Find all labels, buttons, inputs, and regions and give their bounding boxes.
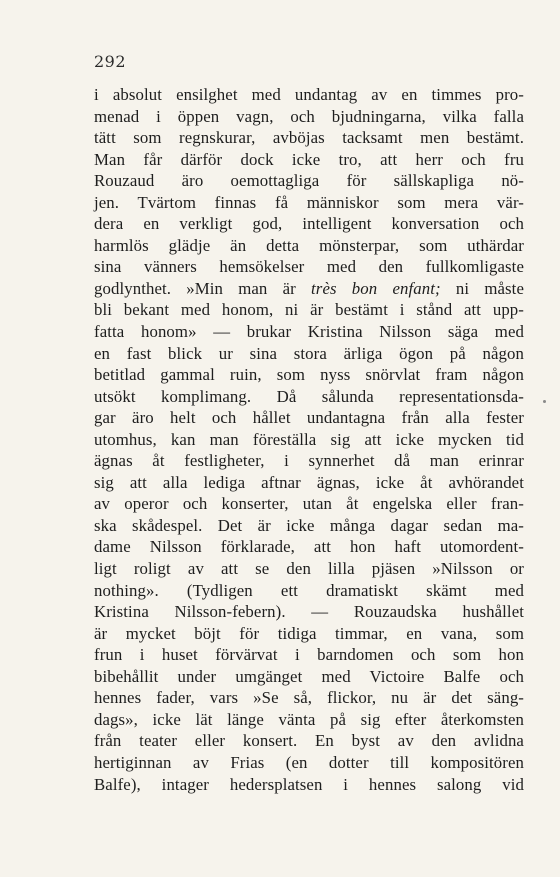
text-line: en fast blick ur sina stora ärliga ögon på någon: [94, 343, 524, 363]
text-line: i absolut ensilghet med undantag av en timmes pro-: [94, 85, 524, 104]
text-line: gar äro helt och hållet undantagna från alla fester: [94, 408, 524, 428]
text-line: av operor och konserter, utan åt engelska eller fran-: [94, 494, 524, 514]
body-text: [94, 84, 524, 795]
text-line: betitlad gammal ruin, som nyss snörvlat fram någon: [94, 365, 524, 385]
text-line: är mycket böjt för tidiga timmar, en vana, som: [94, 623, 524, 643]
text-line: fatta honom» — brukar Kristina Nilsson säga med: [94, 322, 524, 342]
text-line: frun i huset förvärvat i barndomen och som hon: [94, 645, 524, 665]
margin-mark: [543, 400, 546, 403]
text-line: bibehållit under umgänget med Victoire Balfe och: [94, 666, 524, 686]
text-line: utsökt komplimang. Då sålunda representationsda-: [94, 386, 524, 406]
text-line: ligt roligt av att se den lilla pjäsen »Nilsson or: [94, 559, 524, 579]
text-line: sina vänners hemsökelser med den fullkomligaste: [94, 257, 524, 277]
text-line: dags», icke lät länge vänta på sig efter återkomsten: [94, 709, 524, 729]
text-line: sig att alla lediga aftnar ägnas, icke åt avhörandet: [94, 472, 524, 492]
text-line: utomhus, kan man föreställa sig att icke mycken tid: [94, 429, 524, 449]
text-line: Kristina Nilsson-febern). — Rouzaudska hushållet: [94, 602, 524, 622]
text-line: Man får därför dock icke tro, att herr och fru: [94, 149, 524, 169]
text-line: bli bekant med honom, ni är bestämt i stånd att upp-: [94, 300, 524, 320]
text-line: hennes fader, vars »Se så, flickor, nu är det säng-: [94, 688, 524, 708]
text-line: jen. Tvärtom finnas få människor som mera vär-: [94, 192, 524, 212]
page-number: 292: [94, 52, 127, 71]
text-segment: godlynthet. »Min man är: [94, 278, 312, 298]
text-line: Rouzaud äro oemottagliga för sällskapliga nö-: [94, 171, 524, 191]
text-line: Balfe), intager hedersplatsen i hennes salong vid: [94, 774, 524, 794]
text-line: hertiginnan av Frias (en dotter till kompositören: [94, 752, 524, 772]
text-segment: ni måste: [440, 278, 524, 298]
text-line: nothing». (Tydligen ett dramatiskt skämt med: [94, 580, 524, 600]
text-line-with-italic: [94, 278, 524, 300]
text-line: menad i öppen vagn, och bjudningarna, vilka falla: [94, 106, 524, 126]
text-line: ägnas åt festligheter, i synnerhet då man erinrar: [94, 451, 524, 471]
text-line: dame Nilsson förklarade, att hon haft utomordent-: [94, 537, 524, 557]
text-line: ska skådespel. Det är icke många dagar sedan ma-: [94, 515, 524, 535]
italic-phrase: très bon enfant;: [311, 278, 441, 298]
text-line: dera en verkligt god, intelligent konversation och: [94, 214, 524, 234]
text-line: från teater eller konsert. En byst av den avlidna: [94, 731, 524, 751]
text-line: harmlös glädje än detta mönsterpar, som uthärdar: [94, 235, 524, 255]
text-line: tätt som regnskurar, avböjas tacksamt men bestämt.: [94, 128, 524, 148]
